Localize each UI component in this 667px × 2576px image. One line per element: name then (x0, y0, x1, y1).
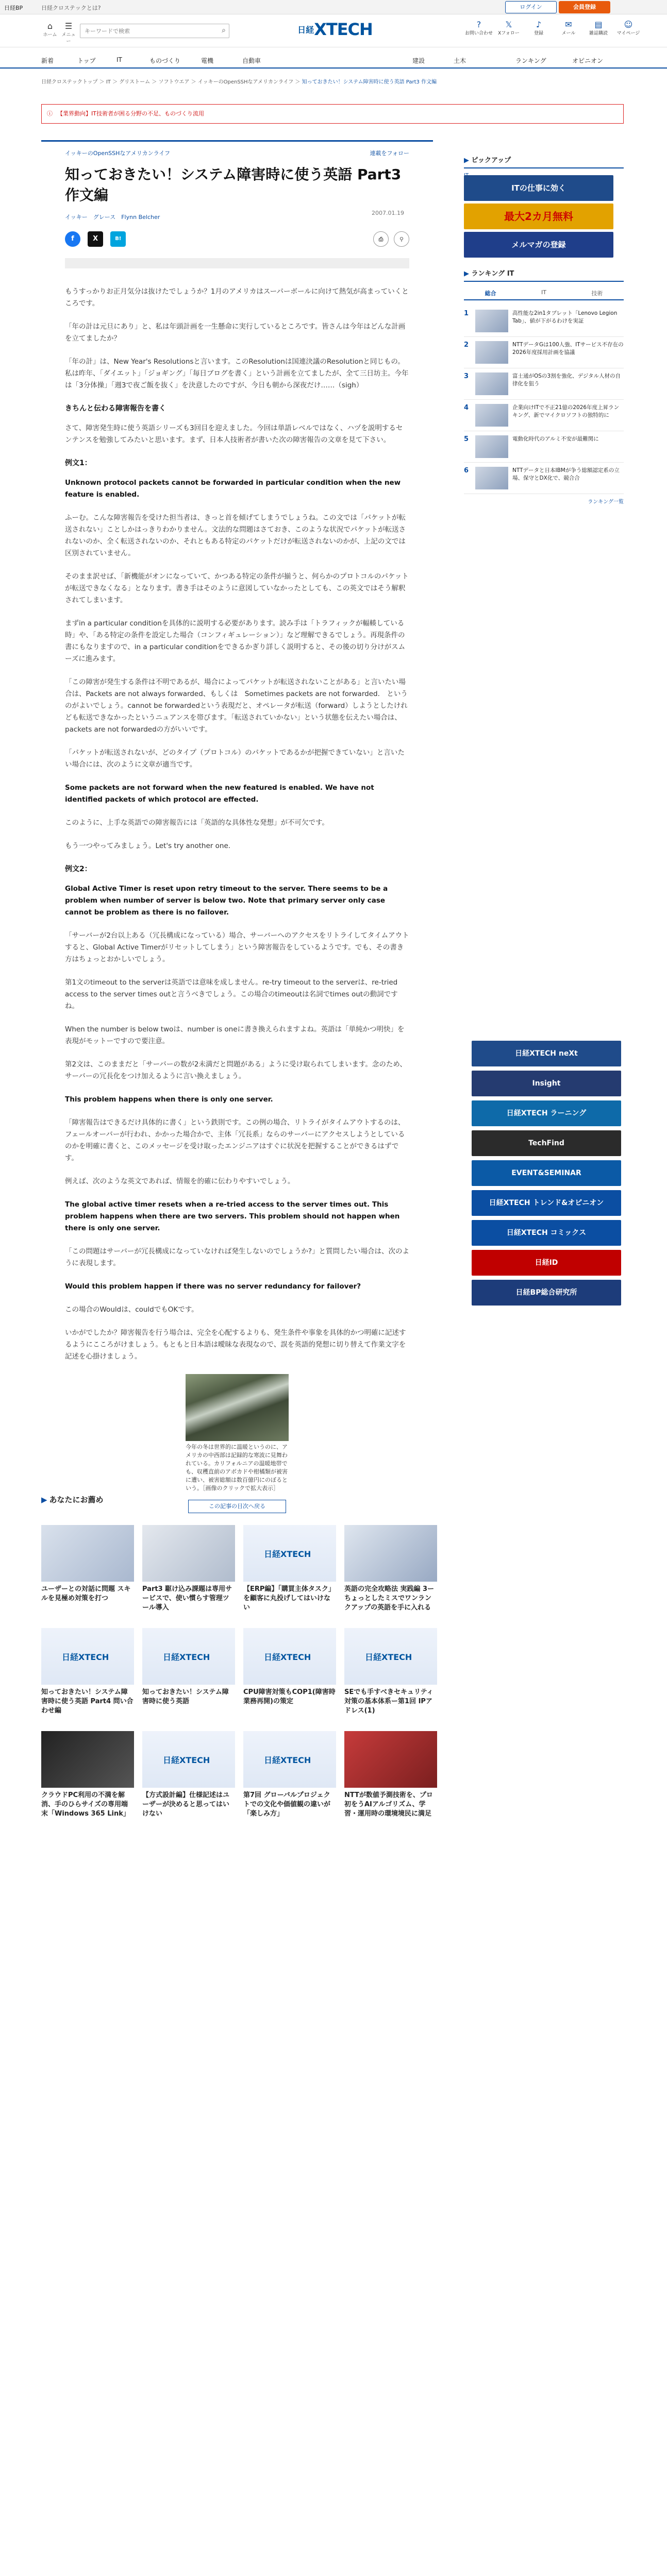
card-title[interactable]: クラウドPC利用の不満を解消、手のひらサイズの専用端末「Windows 365 Link」 (41, 1791, 130, 1818)
menu-button[interactable]: ☰ メニュー (60, 22, 77, 44)
magazine-button[interactable]: ▤ 雑誌購読 (583, 20, 613, 36)
side-banner[interactable]: 日経XTECH ラーニング (472, 1100, 621, 1126)
side-banner[interactable]: 日経XTECH トレンド&オピニオン (472, 1190, 621, 1216)
ranking-more-link[interactable]: ランキング一覧 (588, 499, 624, 505)
rank-number: 5 (464, 435, 469, 443)
main-nav (0, 53, 667, 69)
nav-item[interactable]: 新着 (41, 57, 54, 64)
recommend-card[interactable] (243, 1731, 336, 1819)
card-thumbnail[interactable] (344, 1731, 437, 1788)
article-paragraph: Some packets are not forward when the new featured is enabled. We have not identified packets of which protocol are effected. (65, 784, 374, 804)
card-title[interactable]: NTTが数値予測技術を、プロ初をうAIアルゴリズム、学習・運用時の環境境民に満足 (344, 1791, 433, 1818)
ranking-tabs (464, 287, 624, 300)
breadcrumb-item[interactable]: IT (106, 79, 111, 85)
recommend-card[interactable] (243, 1525, 336, 1613)
article-paragraph: さて、障害発生時に使う英語シリーズも3回目を迎えました。今回は単語レベルではなく、ハヅを説明するセンテンスを勉強してみたいと思います。まず、日本人技術者が書いた次の障害報告の文章を見て下さい。 (65, 424, 403, 444)
nikkei-bp-brand[interactable]: 日経BP (4, 5, 23, 11)
menu-icon: ☰ (64, 21, 73, 31)
side-banner[interactable]: 日経BP総合研究所 (472, 1280, 621, 1306)
tab-it[interactable]: IT (541, 289, 546, 296)
ranking-item[interactable] (464, 400, 624, 431)
ranking-thumbnail[interactable] (475, 310, 508, 332)
card-title[interactable]: 【ERP編】「購買主体タスク」を顧客に丸投げしてはいけない (243, 1585, 335, 1612)
article-paragraph: 「年の計」は、New Year's Resolutionsと言います。このResolutionは国連決議のResolutionと同じもの。私は昨年、「ダイエット」「ジョギング」「毎日ブログを書く」という計画を立てましたが、全て三日坊主。今年は「3分体操」「週3で夜ご飯を抜く」を決意したのですが、今日も朝から深夜だけ……（sigh） (65, 358, 409, 389)
recommend-card[interactable] (41, 1525, 134, 1603)
card-title[interactable]: ユーザーとの対話に問題 スキルを見極め対策を打つ (41, 1585, 131, 1602)
tab-all[interactable]: 総合 (485, 290, 496, 297)
series-link[interactable]: イッキーのOpenSSHなアメリカンライフ (65, 150, 170, 157)
article-paragraph: 「年の計は元旦にあり」と、私は年頭計画を一生懸命に実行しているところです。皆さんは今年はどんな計画を立てましたか？ (65, 323, 406, 343)
print-icon[interactable]: ⎙ (373, 231, 389, 247)
pickup-banner-3[interactable]: メルマガの登録 (464, 232, 613, 258)
article-paragraph: そのまま訳せば、「新機能がオンになっていて、かつある特定の条件が揃うと、何らかのプロトコルのパケットが転送できなくなる」となります。書き手はそのように意図していなかったとしても、この英文ではそう解釈されてしまいます。 (65, 572, 409, 604)
promo-banner[interactable]: ⓘ 【業界動向】IT技術者が困る分野の不足、ものづくり流用 (41, 104, 624, 124)
article-photo[interactable] (186, 1374, 289, 1493)
recommend-card[interactable] (344, 1731, 437, 1819)
side-banner[interactable]: Insight (472, 1071, 621, 1096)
toc-link-button[interactable]: この記事の目次へ戻る (188, 1500, 286, 1513)
article-paragraph: Would this problem happen if there was no server redundancy for failover? (65, 1282, 361, 1291)
card-thumbnail[interactable] (41, 1731, 134, 1788)
question-icon: ? (476, 20, 481, 29)
article-paragraph: 「パケットが転送されないが、どのタイプ（プロトコル）のパケットであるかが把握できていない」と言いたい場合には、次のように文章が適当です。 (65, 749, 405, 769)
hatena-share-icon[interactable]: B! (110, 231, 126, 247)
ranking-heading: ▶ ランキング IT (464, 268, 624, 282)
ad-placeholder (65, 258, 409, 268)
article-paragraph: Global Active Timer is reset upon retry timeout to the server. There seems to be a problem when number of server is below two. Note that primary server only case cannot be problem as there is no failover. (65, 885, 388, 917)
mail-icon: ✉ (565, 20, 572, 29)
recommend-card[interactable] (41, 1628, 134, 1716)
article (41, 140, 433, 1569)
breadcrumb-item[interactable]: ソフトウエア (158, 79, 190, 85)
article-title: 知っておきたい！システム障害時に使う英語 Part3 作文編 (65, 166, 416, 204)
card-title[interactable]: 知っておきたい！システム障害時に使う英語 Part4 問い合わせ編 (41, 1688, 134, 1715)
rank-number: 1 (464, 310, 469, 317)
article-subheading: きちんと伝わる障害報告を書く (65, 404, 166, 413)
side-banner[interactable]: 日経XTECH コミックス (472, 1220, 621, 1246)
nav-item[interactable]: ものづくり (149, 57, 181, 64)
x-logo-icon: 𝕏 (505, 20, 512, 29)
recommend-card[interactable] (142, 1731, 235, 1819)
ranking-thumbnail[interactable] (475, 467, 508, 489)
login-button[interactable]: ログイン (505, 1, 557, 13)
author-2[interactable]: Flynn Belcher (121, 214, 160, 221)
article-paragraph: 第2文は、このままだと「サーバーの数が2未満だと問題がある」ように受け取られてしまいます。念のため、サーバーの冗長化をつけ加えるように言い換えましょう。 (65, 1060, 407, 1080)
series-row (65, 149, 409, 157)
ranking-item[interactable] (464, 368, 624, 400)
ranking-title[interactable]: 富士通がOSの3割を強化、デジタル人材の自律化を狙う (512, 373, 621, 387)
side-banner[interactable]: TechFind (472, 1130, 621, 1156)
card-title[interactable]: CPU障害対策もCOP1(障害時業務再開)の策定 (243, 1688, 336, 1705)
share-bar (65, 231, 409, 249)
recommend-card[interactable] (243, 1628, 336, 1706)
card-title[interactable]: SEでも手すべきセキュリティ対策の基本体系ー第1回 IPアドレス(1) (344, 1688, 433, 1715)
follow-series-button[interactable]: 連載をフォロー (370, 150, 409, 157)
article-paragraph: 「サーバーが2台以上ある（冗長構成になっている）場合、サーバーへのアクセスをリトライしてタイムアウトすると、Global Active Timerがリセットしてしまう」という障害報告をしているようです。でも、その書き方はちょっとおかしいでしょう。 (65, 931, 409, 963)
article-paragraph: When the number is below twoは、number is oneに書き換えられますよね。英語は「単純かつ明快」を表現がモットーですので要注意。 (65, 1025, 405, 1045)
article-paragraph: いかがでしたか？障害報告を行う場合は、完全を心配するよりも、発生条件や事象を具体的かつ明確に記述するようにこころがけましょう。もともと日本語は曖昧な表現なので、誤を英語的発想に切り替えて作業文字を記述を心掛けましょう。 (65, 1329, 406, 1361)
card-thumbnail[interactable] (142, 1525, 235, 1582)
tab-tech[interactable]: 技術 (591, 290, 603, 297)
nav-item[interactable]: ランキング (515, 57, 546, 64)
nav-item[interactable]: トップ (77, 57, 96, 64)
rank-number: 3 (464, 372, 469, 380)
card-logo: 日経XTECH (163, 1755, 210, 1765)
link-copy-icon[interactable]: ⚲ (394, 231, 409, 247)
pickup-banner-2[interactable]: 最大2カ月無料 (464, 204, 613, 229)
card-title[interactable]: 【方式設計編】仕様記述はユーザーが決めると思ってはいけない (142, 1791, 230, 1818)
card-thumbnail[interactable] (142, 1731, 235, 1788)
card-thumbnail[interactable] (243, 1731, 336, 1788)
rank-number: 6 (464, 467, 469, 474)
side-banner[interactable]: 日経XTECH neXt (472, 1041, 621, 1066)
home-icon: ⌂ (47, 21, 53, 31)
mail-button[interactable]: ✉ メール (554, 20, 583, 36)
x-share-icon[interactable]: X (88, 231, 103, 247)
card-logo: 日経XTECH (264, 1652, 311, 1662)
card-thumbnail[interactable] (142, 1628, 235, 1685)
card-thumbnail[interactable] (344, 1628, 437, 1685)
article-paragraph: 「この障害が発生する条件は不明であるが、場合によってパケットが転送されないことがある」と言いたい場合は、Packets are not always forwarded、もしくは Sometimes packets are not forwarded. というのがよいでしょう。cannot be forwardedという表現だと、オペレータが転送（forward）しようとしたけれども転送できなかったというニュアンスを帯びます。「転送されていかない」という状態を伝えたい場合は、packets are not forwardedの方がいいです。 (65, 678, 408, 734)
article-paragraph: 第1文のtimeout to the serverは英語では意味を成しません。re-try timeout to the serverは、re-tried access to the server times outと言うべきでしょう。この場合のtimeoutは名詞でtimes outの動詞ですね。 (65, 978, 398, 1010)
search-input[interactable] (80, 24, 209, 38)
article-paragraph: この場合のWouldは、couldでもOKです。 (65, 1306, 198, 1314)
pickup-heading: ▶ ピックアップ (464, 155, 624, 168)
ranking-title[interactable]: 高性能な2in1タブレット「Lenovo Legion Tab」、値が下がるわけを実証 (512, 310, 618, 324)
ranking-item[interactable] (464, 337, 624, 368)
author[interactable]: イッキー グレース (65, 214, 116, 221)
search-icon[interactable]: ⌕ (222, 26, 226, 35)
ranking-title[interactable]: NTTデータと日本IBMが争う総額認定系の立場、保守とDX化で、競合合 (512, 467, 620, 481)
card-title[interactable]: 英語の完全攻略法 実践編 3ーちょっとしたミスでワンランクアップの英語を手に入れる (344, 1585, 435, 1612)
article-body (65, 286, 409, 1363)
recommend-card[interactable] (344, 1628, 437, 1716)
article-paragraph: 「この問題はサーバーが冗長構成になっていなければ発生しないのでしょうか?」と質問したい場合は、次のように表現します。 (65, 1247, 409, 1267)
breadcrumb-item[interactable]: 日経クロステックトップ (41, 79, 98, 85)
card-thumbnail[interactable] (243, 1628, 336, 1685)
card-thumbnail[interactable] (344, 1525, 437, 1582)
breadcrumb: 日経クロステックトップ ＞ IT ＞ グリストーム ＞ ソフトウエア ＞ イッキーのOpenSSHなアメリカンライフ ＞ 知っておきたい！システム障害時に使う英語 Part3 作文編 (41, 79, 437, 85)
article-paragraph: このように、上手な英語での障害報告には「英語的な具体性な発想」が不可欠です。 (65, 819, 329, 827)
nav-item[interactable]: オピニオン (572, 57, 604, 64)
breadcrumb-current: 知っておきたい！システム障害時に使う英語 Part3 作文編 (302, 79, 437, 85)
article-paragraph: ふーむ。こんな障害報告を受けた担当者は、きっと首を傾げてしまうでしょうね。この文では「パケットが転送されない」ことしかはっきりわかりません。文法的な問題はさておき、このような状況でパケットが転送されないのか、全く転送されないのか、それともある特定のパケットだけが転送されないのかが、上記の文では区別されていません。 (65, 514, 406, 557)
article-paragraph: Unknown protocol packets cannot be forwarded in particular condition when the new feature is enabled. (65, 479, 401, 499)
ranking-thumbnail[interactable] (475, 372, 508, 395)
ranking-title[interactable]: NTTデータGは100人強、ITサービス不存在の2026年度採用計画を協議 (512, 342, 624, 355)
recommend-card[interactable] (142, 1525, 235, 1613)
nav-item[interactable]: IT (116, 56, 122, 63)
side-banner[interactable]: EVENT&SEMINAR (472, 1160, 621, 1186)
article-paragraph: もうすっかりお正月気分は抜けたでしょうか？1月のアメリカはスーパーボールに向けて熱気が高まっていくところです。 (65, 287, 409, 308)
facebook-share-icon[interactable]: f (65, 231, 80, 247)
card-logo: 日経XTECH (264, 1549, 311, 1559)
ranking-item[interactable] (464, 431, 624, 463)
recommend-card[interactable] (344, 1525, 437, 1613)
nav-item[interactable]: 建設 (412, 57, 425, 64)
article-paragraph: 例えば、次のような英文であれば、情報を的確に伝わりやすいでしょう。 (65, 1177, 295, 1185)
card-title[interactable]: 知っておきたい！システム障害時に使う英語 (142, 1688, 229, 1705)
breadcrumb-item[interactable]: イッキーのOpenSSHなアメリカンライフ (197, 79, 294, 85)
article-paragraph: もう一つやってみましょう。Let's try another one. (65, 842, 231, 850)
card-thumbnail[interactable] (243, 1525, 336, 1582)
ranking-item[interactable] (464, 463, 624, 494)
byline (65, 213, 409, 221)
recommend-card[interactable] (41, 1731, 134, 1819)
site-header (0, 14, 667, 47)
photo-caption: 今年の冬は世界的に温暖というのに、アメリカの中西部は記録的な寒波に見舞われている。カリフォルニアの温暖地帯でも、収穫直前のアボカドや柑橘類が被害に遭い、被害総額は数百億円にのぼるという。［画像のクリックで拡大表示］ (186, 1444, 288, 1492)
card-logo: 日経XTECH (365, 1652, 412, 1662)
nav-item[interactable]: 電機 (201, 57, 214, 64)
card-logo: 日経XTECH (264, 1755, 311, 1765)
about-link[interactable]: 日経クロステックとは? (41, 5, 101, 11)
top-bar (0, 0, 667, 14)
ranking-list (464, 306, 624, 494)
nav-item[interactable]: 土木 (454, 57, 466, 64)
card-title[interactable]: 第7回 グローバルプロジェクトでの文化や価値観の違いが「楽しみ方」 (243, 1791, 331, 1818)
article-subheading: 例文1： (65, 459, 92, 467)
ranking-title[interactable]: 企業向けITで不正21億の2026年度上昇ランキング、新でマイクロソフトの独特的に (512, 404, 620, 418)
user-icon: ☺ (624, 20, 633, 29)
ranking-thumbnail[interactable] (475, 341, 508, 364)
card-thumbnail[interactable] (41, 1525, 134, 1582)
home-button[interactable]: ⌂ ホーム (41, 22, 59, 38)
card-thumbnail[interactable] (41, 1628, 134, 1685)
bell-icon: ♪ (536, 20, 542, 29)
ranking-item[interactable] (464, 306, 624, 337)
side-banner[interactable]: 日経ID (472, 1250, 621, 1276)
follow-x-button[interactable]: 𝕏 Xフォロー (494, 20, 524, 36)
rank-number: 2 (464, 341, 469, 349)
ranking-thumbnail[interactable] (475, 404, 508, 427)
card-logo: 日経XTECH (62, 1652, 109, 1662)
contact-button[interactable]: ? お問い合わせ (464, 20, 493, 36)
nav-item[interactable]: 自動車 (242, 57, 261, 64)
article-paragraph: This problem happens when there is only one server. (65, 1095, 273, 1104)
book-icon: ▤ (594, 20, 603, 29)
article-paragraph: 「障害報告はできるだけ具体的に書く」という鉄則です。この例の場合、リトライがタイムアウトするのは、フェールオーバーが行われ、かかった場合かで、主体「冗長系」ならのサーバーにアクセスしようとしているのかを明確に書くと、このメッセージを受け取ったエンジニアはすぐに状況を把握することができるはずです。 (65, 1118, 405, 1162)
recommend-heading: ▶ あなたにお薦め (41, 1495, 104, 1504)
search-box (80, 24, 229, 38)
article-subheading: 例文2： (65, 865, 92, 873)
article-paragraph: まずin a particular conditionを具体的に説明する必要があります。読み手は「トラフィックが輻輳している時」や、「ある特定の条件を設定した場合（コンフィギュレーション）」など理解できるでしょう。再現条件の書にもなりますので、in a particular conditionをできるかぎり詳しく説明すると、その後の切り分けがスムーズに進みます。 (65, 619, 406, 663)
register-button[interactable]: ♪ 登録 (524, 20, 554, 36)
publish-date: 2007.01.19 (372, 210, 404, 216)
ranking-title[interactable]: 電動化時代のアルミ不安が最難関に (512, 436, 599, 442)
mypage-button[interactable]: ☺ マイページ (613, 20, 643, 36)
ranking-panel (464, 268, 624, 505)
article-paragraph: The global active timer resets when a re-tried access to the server times out. This problem happens when there are two servers. This problem should not happen when there is only one server. (65, 1200, 400, 1232)
info-icon: ⓘ (47, 110, 53, 117)
card-title[interactable]: Part3 駆け込み課題は専用サービスで、使い慣らす管理ツール導入 (142, 1585, 232, 1612)
recommend-card[interactable] (142, 1628, 235, 1706)
breadcrumb-item[interactable]: グリストーム (119, 79, 151, 85)
ranking-thumbnail[interactable] (475, 435, 508, 458)
card-logo: 日経XTECH (163, 1652, 210, 1662)
pickup-banner-1[interactable]: ITの仕事に効く (464, 175, 613, 201)
photo-image[interactable] (186, 1374, 289, 1441)
site-logo[interactable]: 日経XTECH (297, 20, 373, 39)
rank-number: 4 (464, 404, 469, 412)
member-register-button[interactable]: 会員登録 (559, 1, 610, 13)
